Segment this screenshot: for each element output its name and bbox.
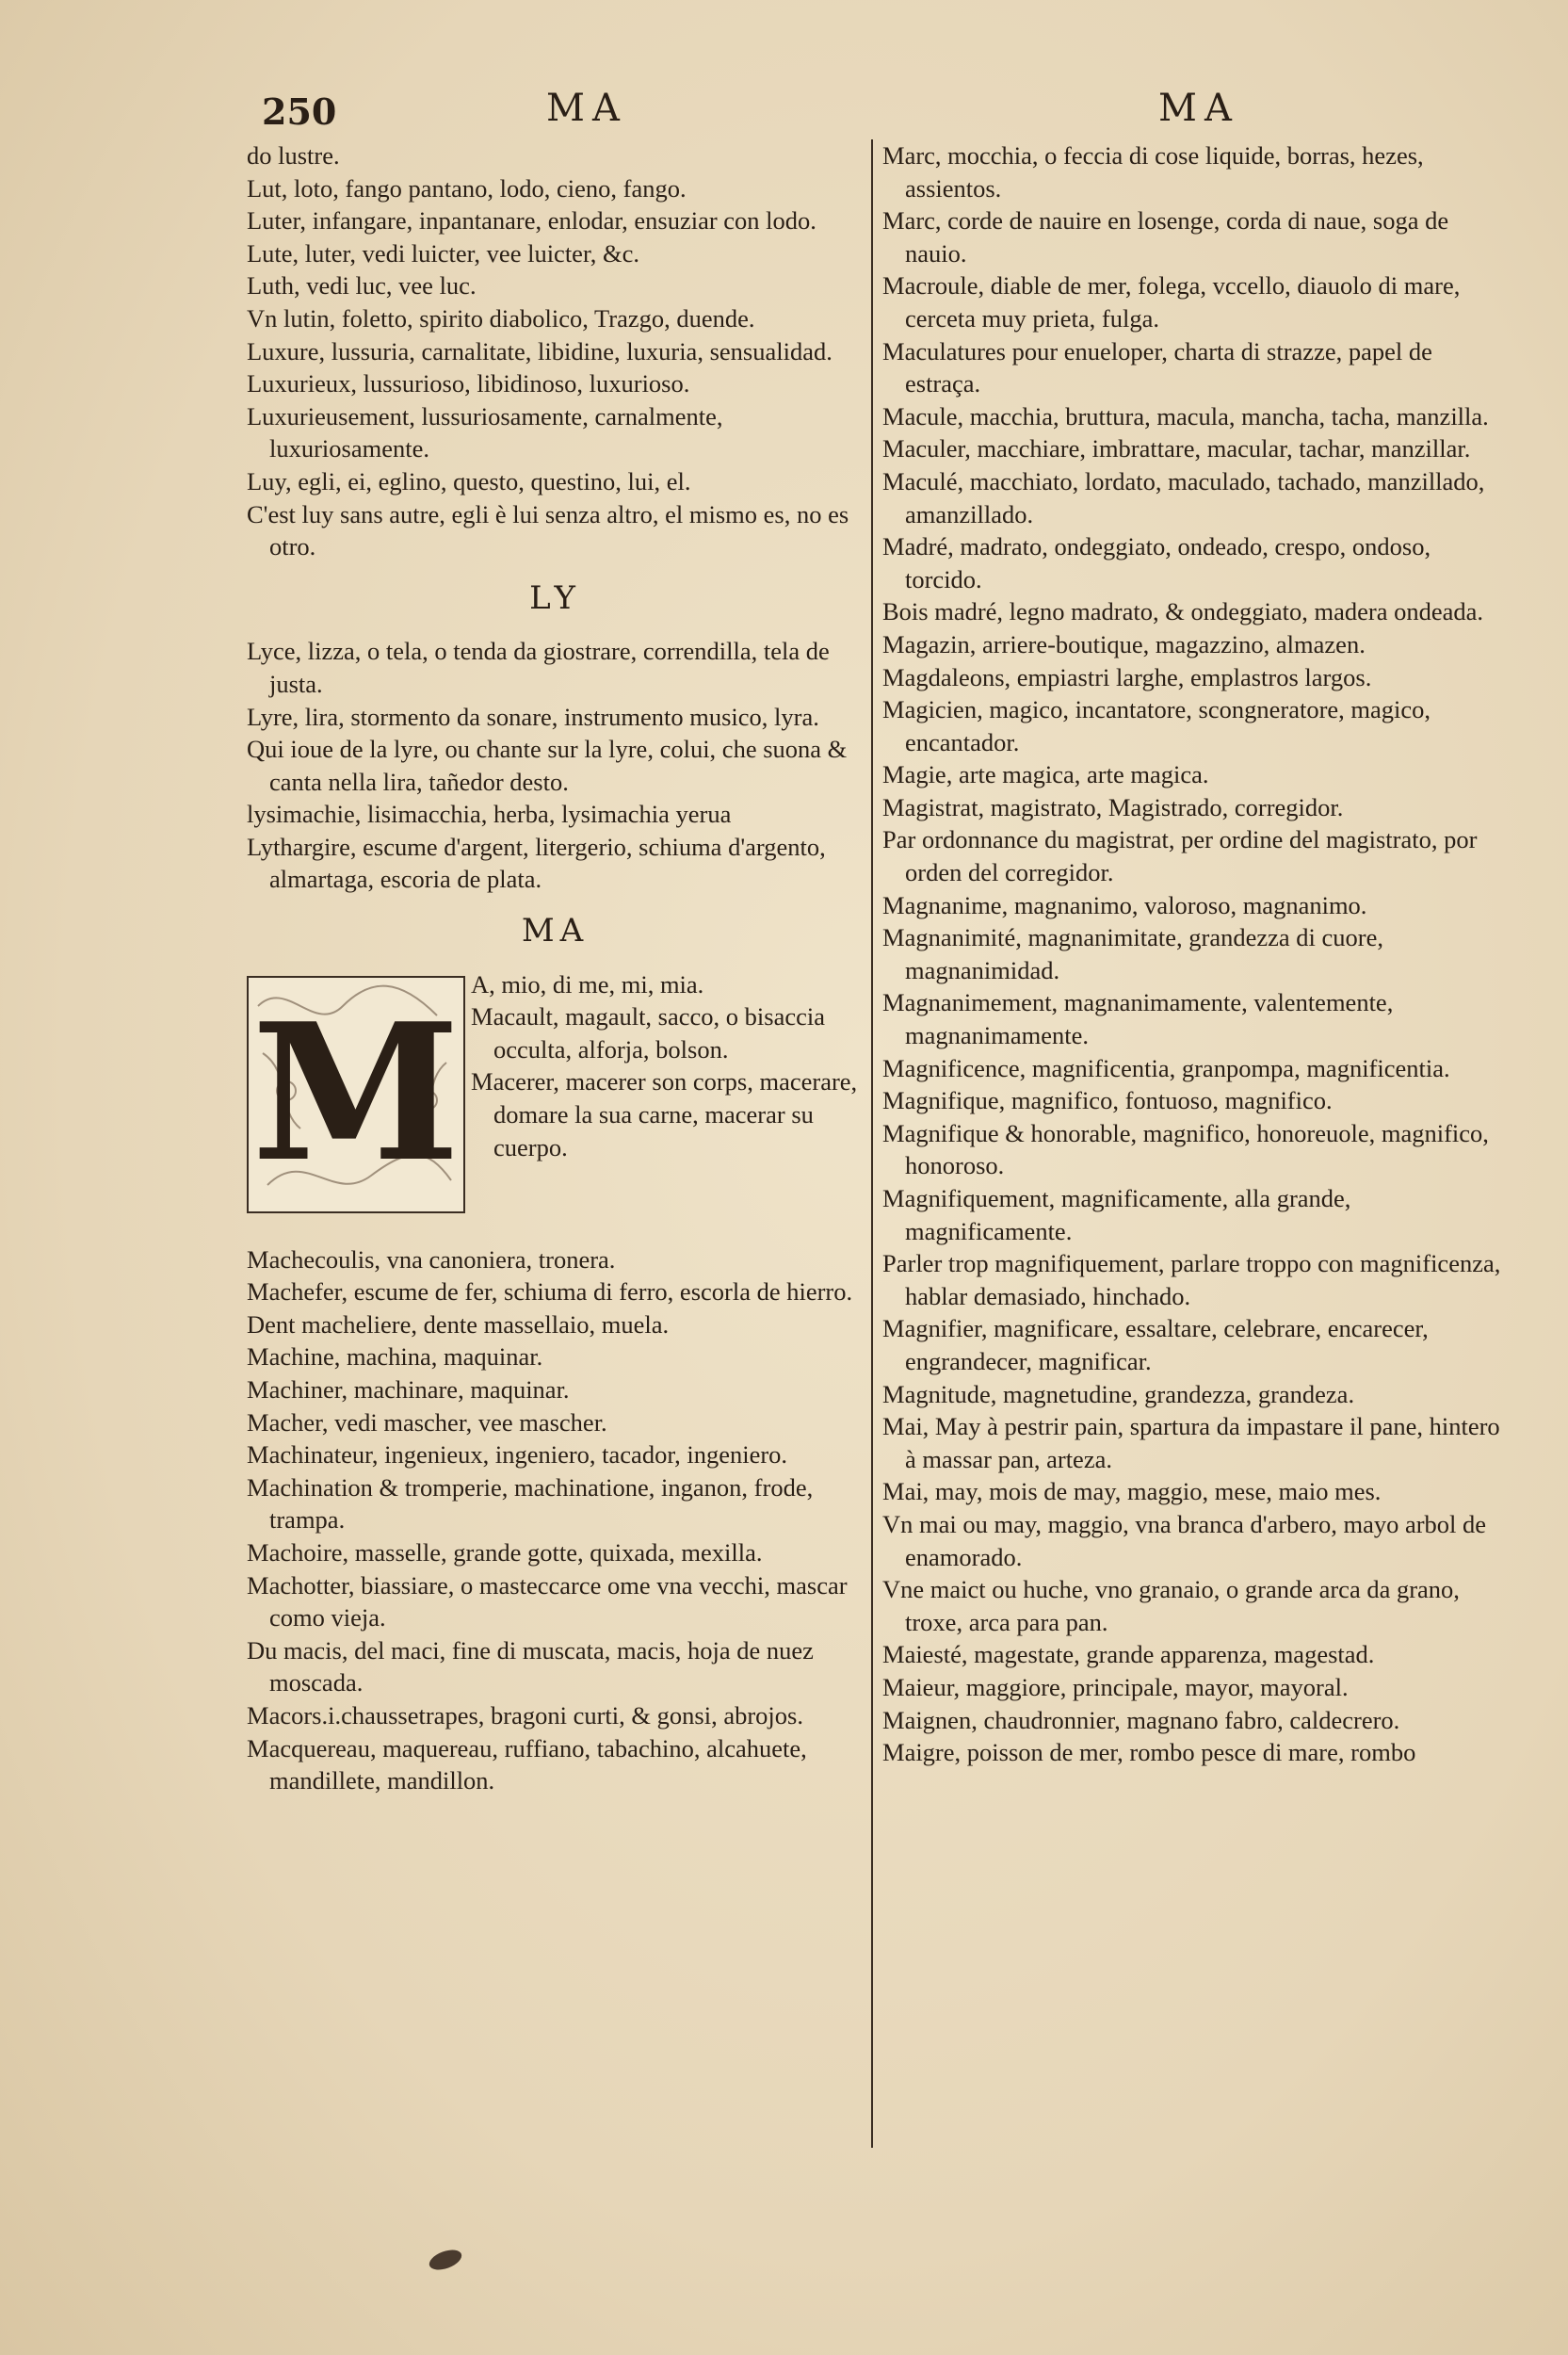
entry: Magnitude, magnetudine, grandezza, grandeza.: [882, 1379, 1355, 1408]
entry: Magnifiquement, magnificamente, alla grande, magnificamente.: [882, 1184, 1351, 1245]
entry: Marc, mocchia, o feccia di cose liquide, borras, hezes, assientos.: [882, 141, 1424, 203]
entry: Vne maict ou huche, vno granaio, o grande arca da grano, troxe, arca para pan.: [882, 1575, 1460, 1636]
entry: Magdaleons, empiastri larghe, emplastros largos.: [882, 662, 1372, 691]
entry: Magnanimement, magnanimamente, valentemente, magnanimamente.: [882, 988, 1394, 1050]
entry: Magie, arte magica, arte magica.: [882, 760, 1209, 789]
decorated-initial: [247, 976, 465, 1213]
entry: Machine, machina, maquinar.: [247, 1342, 543, 1372]
entry: Macerer, macerer son corps, macerare, domare la sua carne, macerar su cuerpo.: [471, 1067, 858, 1161]
entry: Maigre, poisson de mer, rombo pesce di mare, rombo: [882, 1738, 1416, 1767]
entry: do lustre.: [247, 141, 340, 170]
entry: Machoire, masselle, grande gotte, quixada, mexilla.: [247, 1538, 763, 1567]
entry: Maculatures pour enueloper, charta di strazze, papel de estraça.: [882, 336, 1432, 398]
entry: Macule, macchia, bruttura, macula, mancha, tacha, manzilla.: [882, 401, 1489, 430]
entry: Dent macheliere, dente massellaio, muela.: [247, 1309, 670, 1339]
entry: Macault, magault, sacco, o bisaccia occulta, alforja, bolson.: [471, 1002, 825, 1064]
entry: lysimachie, lisimacchia, herba, lysimachia yerua: [247, 800, 732, 829]
entry: Machiner, machinare, maquinar.: [247, 1375, 570, 1405]
right-running-head: MA: [1158, 87, 1239, 130]
entry: Magnificence, magnificentia, granpompa, magnificentia.: [882, 1053, 1450, 1082]
page-header: [0, 83, 1568, 139]
right-column: [882, 139, 1509, 1769]
section-heading-ma: MA: [521, 912, 590, 950]
entry: Luy, egli, ei, eglino, questo, questino, lui, el.: [247, 466, 691, 495]
entry: Maiesté, magestate, grande apparenza, magestad.: [882, 1640, 1375, 1669]
entry: Magnanime, magnanimo, valoroso, magnanimo.: [882, 890, 1367, 919]
entry: Bois madré, legno madrato, & ondeggiato, madera ondeada.: [882, 597, 1484, 626]
section-heading-ly: LY: [529, 578, 581, 617]
entry: Qui ioue de la lyre, ou chante sur la lyre, colui, che suona & canta nella lira, tañedor desto.: [247, 735, 848, 796]
entry: Magicien, magico, incantatore, scongneratore, magico, encantador.: [882, 695, 1431, 756]
drop-cap-entries: [471, 968, 866, 1164]
entry: Lythargire, escume d'argent, litergerio, schiuma d'argento, almartaga, escoria de plata.: [247, 832, 826, 894]
entry: Vn mai ou may, maggio, vna branca d'arbero, mayo arbol de enamorado.: [882, 1509, 1487, 1571]
entry: Macquereau, maquereau, ruffiano, tabachino, alcahuete, mandillete, mandillon.: [247, 1733, 807, 1795]
entry: Lyre, lira, stormento da sonare, instrumento musico, lyra.: [247, 702, 819, 731]
entry: Marc, corde de nauire en losenge, corda di naue, soga de nauio.: [882, 206, 1449, 268]
entry: Luth, vedi luc, vee luc.: [247, 271, 477, 300]
entry: Machotter, biassiare, o masteccarce ome vna vecchi, mascar como vieja.: [247, 1570, 848, 1632]
entry: A, mio, di me, mi, mia.: [471, 969, 704, 999]
entry: Magistrat, magistrato, Magistrado, corregidor.: [882, 792, 1344, 821]
entry: Magnifique, magnifico, fontuoso, magnifico.: [882, 1086, 1333, 1115]
entry: Par ordonnance du magistrat, per ordine del magistrato, por orden del corregidor.: [882, 825, 1478, 887]
drop-cap-letter: M: [251, 983, 461, 1205]
entry: Machination & tromperie, machinatione, inganon, frode, trampa.: [247, 1472, 814, 1535]
entry: Mai, May à pestrir pain, spartura da impastare il pane, hintero à massar pan, arteza.: [882, 1412, 1500, 1473]
entry: Maculer, macchiare, imbrattare, macular, tachar, manzillar.: [882, 434, 1471, 463]
left-column: [247, 139, 864, 1797]
left-running-head: MA: [546, 87, 627, 130]
entry: Mai, may, mois de may, maggio, mese, maio mes.: [882, 1477, 1382, 1506]
entry: Lyce, lizza, o tela, o tenda da giostrare, correndilla, tela de justa.: [247, 637, 830, 698]
entry: Madré, madrato, ondeggiato, ondeado, crespo, ondoso, torcido.: [882, 532, 1431, 593]
entry: Magnanimité, magnanimitate, grandezza di cuore, magnanimidad.: [882, 923, 1383, 984]
entry: Parler trop magnifiquement, parlare troppo con magnificenza, hablar demasiado, hinchado.: [882, 1249, 1501, 1310]
entry: Machefer, escume de fer, schiuma di ferro, escorla de hierro.: [247, 1277, 853, 1307]
entry: Luter, infangare, inpantanare, enlodar, ensuziar con lodo.: [247, 206, 816, 236]
entry: Machecoulis, vna canoniera, tronera.: [247, 1244, 616, 1274]
drop-cap-block: [247, 968, 864, 1243]
ink-blot: [427, 2246, 464, 2273]
column-divider: [871, 139, 873, 2148]
entry: Macher, vedi mascher, vee mascher.: [247, 1407, 607, 1437]
entry: Maignen, chaudronnier, magnano fabro, caldecrero.: [882, 1705, 1400, 1734]
entry: Magnifier, magnificare, essaltare, celebrare, encarecer, engrandecer, magnificar.: [882, 1314, 1429, 1375]
entry: Du macis, del maci, fine di muscata, macis, hoja de nuez moscada.: [247, 1635, 814, 1697]
entry: Macroule, diable de mer, folega, vccello, diauolo di mare, cerceta muy prieta, fulga.: [882, 271, 1461, 333]
entry: Magazin, arriere-boutique, magazzino, almazen.: [882, 629, 1366, 658]
entry: Luxurieusement, lussuriosamente, carnalmente, luxuriosamente.: [247, 401, 723, 463]
entry: Magnifique & honorable, magnifico, honoreuole, magnifico, honoroso.: [882, 1118, 1489, 1180]
entry: Lute, luter, vedi luicter, vee luicter, &c.: [247, 238, 639, 268]
entry: Maculé, macchiato, lordato, maculado, tachado, manzillado, amanzillado.: [882, 466, 1485, 528]
page-number: 250: [262, 90, 337, 133]
entry: Macors.i.chaussetrapes, bragoni curti, & gonsi, abrojos.: [247, 1700, 803, 1730]
entry: Luxurieux, lussurioso, libidinoso, luxurioso.: [247, 369, 690, 398]
entry: Vn lutin, foletto, spirito diabolico, Trazgo, duende.: [247, 303, 755, 333]
entry: Lut, loto, fango pantano, lodo, cieno, fango.: [247, 173, 687, 203]
entry: Machinateur, ingenieux, ingeniero, tacador, ingeniero.: [247, 1440, 788, 1470]
entry: Maieur, maggiore, principale, mayor, mayoral.: [882, 1672, 1349, 1701]
entry: C'est luy sans autre, egli è lui senza altro, el mismo es, no es otro.: [247, 499, 849, 561]
entry: Luxure, lussuria, carnalitate, libidine, luxuria, sensualidad.: [247, 336, 832, 365]
